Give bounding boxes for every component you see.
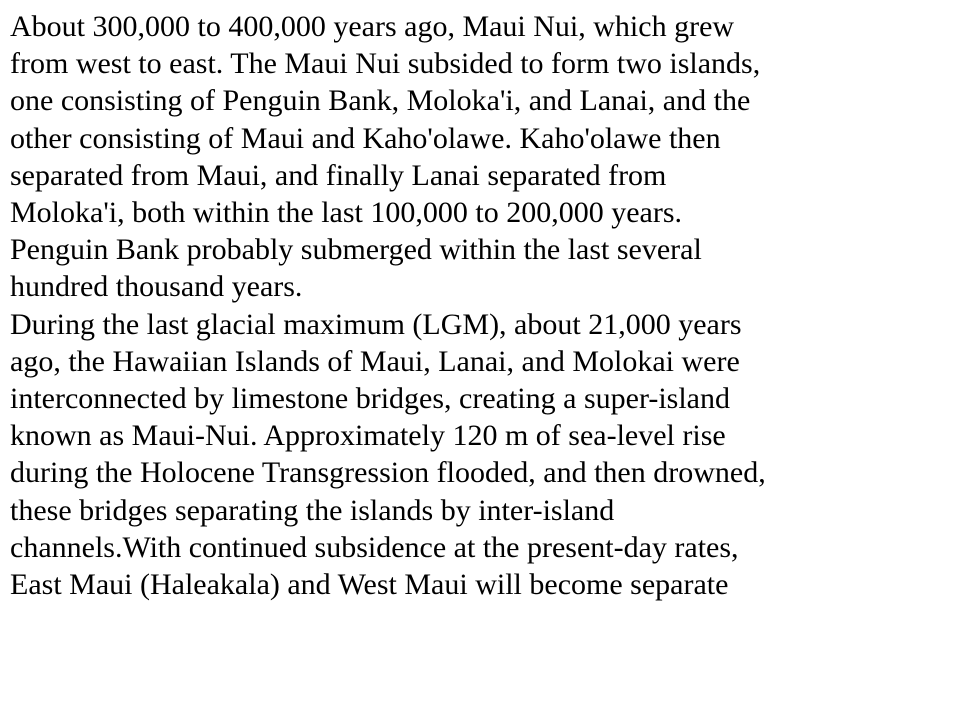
text-line: channels.With continued subsidence at the present-day rates, xyxy=(10,530,739,564)
text-line: interconnected by limestone bridges, creating a super-island xyxy=(10,382,730,416)
text-line: these bridges separating the islands by inter-island xyxy=(10,493,615,527)
text-line: one consisting of Penguin Bank, Moloka'i, and Lanai, and the xyxy=(10,84,751,118)
text-line: During the last glacial maximum (LGM), about 21,000 years xyxy=(10,307,742,341)
text-line: from west to east. The Maui Nui subsided to form two islands, xyxy=(10,47,761,81)
body-text xyxy=(10,8,955,603)
text-line: Moloka'i, both within the last 100,000 to 200,000 years. xyxy=(10,196,683,230)
text-line: East Maui (Haleakala) and West Maui will become separate xyxy=(10,568,729,602)
text-line: separated from Maui, and finally Lanai separated from xyxy=(10,158,667,192)
text-line: hundred thousand years. xyxy=(10,270,303,304)
text-line: About 300,000 to 400,000 years ago, Maui Nui, which grew xyxy=(10,10,735,43)
text-line: Penguin Bank probably submerged within the last several xyxy=(10,233,702,267)
text-line: other consisting of Maui and Kaho'olawe. Kaho'olawe then xyxy=(10,121,721,155)
text-line: known as Maui-Nui. Approximately 120 m of sea-level rise xyxy=(10,419,726,453)
text-line: ago, the Hawaiian Islands of Maui, Lanai, and Molokai were xyxy=(10,344,740,378)
text-line: during the Holocene Transgression flooded, and then drowned, xyxy=(10,456,766,490)
